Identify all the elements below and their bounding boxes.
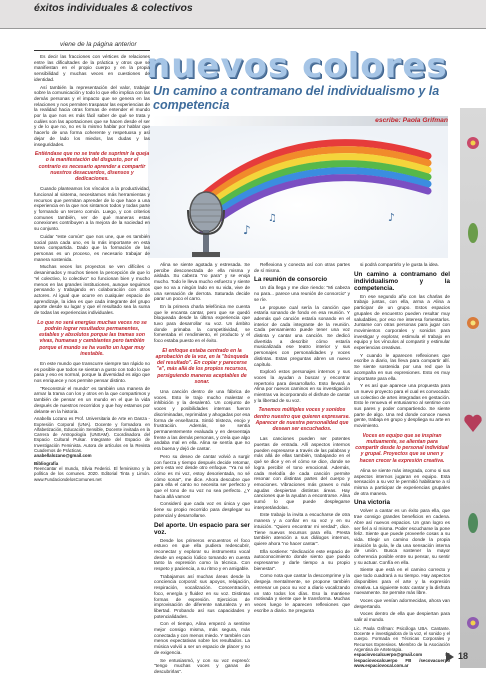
subheading: Una victoria <box>354 499 391 507</box>
leaf-icon <box>462 508 484 538</box>
subheading: Un camino a contramano del individualismo y la competencia. <box>354 270 450 292</box>
paragraph: Y cuando le aparecen reflexiones que escribe a diario, las lleva para compartir allí. Se siente sostenida por una red que la acompaña en sus expresiones. Esto es muy importante para ella. <box>354 352 450 381</box>
author-bio: Anabella Lozano es Prof. Universitaria de Arte en Danza - Expresión Corporal (UNA). Docente y formadora en Alfabetización, Educación Sensible, Docente invitada en la Carrera de Antropología (UNSAM). Coordinadora del Espacio Cultural Pulsar. Integrante del Espacio de Investigación Feminista. Autora de artículos en la Revista Cuadernos de Prácticas. <box>34 416 150 454</box>
paragraph: En la primera charla telefónica me cuenta que le encanta cantar, pero que se quedó bloqueada desde la última experiencia que tuvo para desarrollar su voz. Un ámbito donde primaba la competitividad, se fomentaba el rendimiento, el producto y el foco estaba puesto en el éxito. <box>154 303 250 344</box>
continued-from-previous: viene de la página anterior <box>60 41 137 48</box>
paragraph: Como nota que cantar la descomprime y la despeja mentalmente, se propone también entrenar un poco su voz a diario vocalizando un rato todos los días. Eso la mantiene motivada y siente que le transforma. Muchas veces luego le aparecen reflexiones que escribe a diario. Se pregunta <box>254 573 350 613</box>
paragraph: Voces dentro de ella que despiertan para salir al mundo. <box>354 611 450 623</box>
paragraph: En ese segundo año con las charlas de trabajo juntas, con ella, arma a Alina a participar de un grupo. Estos espacios grupales de encuentro pueden resultar muy saludables, por eso me interesa fomentarlos. Juntarse con otras personas para jugar con movimientos corporales y sonidos para investigar y explorar, estimula el trabajo en equipo y los vínculos al compartir y estimular experiencias creativas. <box>354 293 450 351</box>
paragraph: Voces que venían adormecidas, ahora van despertando. <box>354 597 450 609</box>
subheading: La reunión de consorcio <box>254 276 328 284</box>
heart-icon <box>462 408 484 438</box>
bibliography-title: Bibliografía <box>34 460 59 466</box>
paragraph: Se entusiasmó, y con su voz expresó: "tengo muchas voces y ganas de descubrirlas". <box>154 657 250 674</box>
paragraph: Reflexiona y conecta así con otras partes de sí misma. <box>254 262 350 273</box>
svg-text:♪: ♪ <box>243 223 251 237</box>
paragraph: Con el tiempo, Alina empezó a sentirse mejor consigo misma, más segura, más conectada y con menos miedo. Y también con menos expectativas sobre los resultados. La música volvió a ser un espacio de placer y no de exigencia. <box>154 621 250 655</box>
article-title: nuevos colores <box>146 46 448 86</box>
svg-text:♫: ♫ <box>268 213 277 224</box>
continued-divider <box>34 50 150 51</box>
paragraph: Siente que está en el camino correcto y que todo cuadrará a su tiempo. Hay aspectos disponibles para el arte y la expresión creativa. La siguiente nota: cantar y la disfruta nuevamente. Se permite más libre. <box>354 567 450 596</box>
page-arrow-icon <box>446 652 454 662</box>
paragraph: Desde los primeros encuentros el foco estuvo en que ella pudiera redescubrir, reconectar y explorar su instrumento vocal desde un espacio lúdico tomando en cuenta tanto la expresión como la técnica. Con respeto y paciencia, a su ritmo y en amigable. <box>154 537 250 572</box>
paragraph: si podrá compartirlo y le gusta la idea. <box>360 262 439 267</box>
paragraph: Las canciones pueden ser potentes puertas de entrada. Allí aspectos internos pueden expresarse a través de las palabras y más allá de ellas también, trabajando en el qué se dice y en el cómo se dice, donde se logra percibir el tono emocional. Además, cada melodía de cada canción permite resonar con distintas partes del cuerpo y emociones. Vibraciones más graves o más agudas despiertan distintas áreas. Hay canciones que la ayudan a encontrarse. Alina sumó lo que puede desplegarse interpretándolas. <box>254 436 350 510</box>
paragraph: "Reconstruir el mundo" es también una manera de armar la trama con los y otros en la que compartimos y también de pensar en un mundo en el que la vida después de nuestros recorridos y que hoy estamos por delante en la historia. <box>34 385 150 414</box>
column-1 <box>34 54 150 482</box>
pull-quote: Tenemos múltiples voces y sonidos dentro nuestro que quieren expresarse. Aparecer de nuestra personalidad que desean ser escuchados. <box>254 407 350 433</box>
article-subtitle: Un camino a contramano del individualismo y la competencia <box>153 84 440 112</box>
subheading: Del aporte. Un espacio para ser voz. <box>154 521 250 536</box>
author-bio: Lic. Paola Grifman: Psicóloga UBA. Cantante. Docente e investigadora de la voz, el sonido y el cuerpo. Formada en Técnicas Corporales y Recursos Expresivos. Miembro de la Asociación Argentina de Arteterapia. <box>354 625 450 652</box>
column-3 <box>254 262 350 615</box>
paragraph: Cuidar "este común" que nos une, que es también social para cada uno, es lo más importante en esta tarea compartida. Dado que la formación de las personas es un proceso, es necesario trabajar de manera sostenida. <box>34 233 150 262</box>
paragraph: Una canción dentro de una fábrica de voces. Esto le trajo mucho malestar e inhibición y la desalentó. Un conjunto de voces y posibilidades internas fueron discriminadas, reprimidas y ahogadas por esa forma de enseñanza. Sintió tristeza, enojo y frustración. Además, se sentía permanentemente evaluada y en desventaja frente a las demás personas, y creía que algo andaba mal en ella. Alina se sentía que no era buena y dejó de cantar. <box>154 389 250 452</box>
paragraph: Volver a cantar es un éxito para ella, que trae consigo grandes beneficios en cadena. Abre así nuevos espacios. Un gran logro es ser fiel a sí misma. Poder escucharse la pone feliz. Siente que puede proveerle cosas a su vida. Elegir un camino donde la propia intuición la guía, le da una sensación interna de unión. Busca sostener la mayor coherencia posible entre su pensar, su sentir y su actuar. Confía en ella. <box>354 508 450 565</box>
paragraph: Alina se siente agotada y estresada. Se percibe desconectada de ella misma y aislada. Su cabeza "no para" y se enoja mucho. Todo le lleva mucho esfuerzo y siente que no va a ningún lado en su vida, vive de una sensación de derrota. Saturada decide parar un poco el carro. <box>154 262 250 302</box>
column-2 <box>154 262 250 677</box>
bibliography: Reencantar el mundo, Silvia Federici. El feminismo y la política de los comunes. 2020. Editorial Tinta y Limón. www.FundaciondelosComunes.net <box>34 465 150 482</box>
author-contact: espaciovocalcuerpo@gmail.com IG /espaciovocalcuerpo FB /secovacuerpo www.espaciovocal.com.ar <box>354 652 450 668</box>
pull-quote: Lo que no será energías muchas veces no se podrán lograr resultados permanentes, estables y absolutos porque las tramas son vivas, humanas y cambiantes pero también porque el mundo se ha vuelto un lugar muy inestable. <box>37 319 147 357</box>
paragraph: Este trabajo la invita a escucharse de otra manera y a confiar en su voz y en su intuición. "Quiero encontrar mi verdad", dice. Tiene nuevos recursos para ello. Presta también atención a sus diálogos internos, quiere ahora "no hacer cantar". <box>254 512 350 546</box>
flower-icon <box>462 608 484 638</box>
article-byline: escribe: Paola Grifman <box>375 117 448 124</box>
flower-icon <box>462 128 484 158</box>
column-4 <box>354 262 450 668</box>
pull-quote: Voces en equipo que se inspiran mutuamente, se alientan para compartir desde lo personal individual y grupal. Proyectos que se unen y hacen crecer la expresión creativa. <box>355 432 449 464</box>
section-title: éxitos individuales & colectivos <box>34 2 193 14</box>
pull-quote: El enfoque estaba centrado en la aprobación de la voz, en la "búsqueda del resultado". En copiar y parecerse "a", más allá de los propios recursos, persiguiendo maneras aceptables de sonar. <box>155 347 249 385</box>
paragraph: Así también la representación del valor, trabajar sobre la comunicación y todo lo que ello implica con las demás personas y el impacto que se genera en las relaciones y nos permiten traspasar las experiencias de la realidad hacia otras formas de entender el mundo por la que nos es más fácil saber de qué se trata y cuáles son las aportaciones que se hacen desde el ser y de lo que no, no es lo mismo hablar por hablar que hacerlo de una forma coherente y respetuosa y así dejar de lado los miedos, las dudas y las inseguridades. <box>34 84 150 147</box>
paragraph: Ella sostiene: "dedicación este espacio de autoconocimiento donde siento que puedo expresarme y darle tiempo a su propio bienestar". <box>254 548 350 571</box>
flower-icon <box>462 308 484 338</box>
author-email: anabellalozano@gmail.com <box>34 453 92 459</box>
paragraph: Le propuse cual sería la canción que estaría sonando de fondo en esa reunión. Y además qué canción estaría sonando en el interior de cada integrante de la reunión. Cada pensamiento puede tener una voz distinta y cantar una canción. Se dedicó divertida a describir cómo estaría musicalizada ese teatro interior y sus personajes con personalidades y voces distintas. Estas preguntas abren un nuevo capítulo. <box>254 304 350 367</box>
paragraph: Es decir las fracciones con vértices de relaciones entre las dificultades de la práctica y otros que se manifiestan en el propio cuerpo y en la propia sensibilidad y muchas veces en cuestiones de identidad. <box>34 54 150 82</box>
pull-quote: Entiéndase que no se trate de suprimir la queja o la manifestación del disgusto, por el contrario es necesario aprender a compartir nuestros desacuerdos, disensos y dedicaciones. <box>34 151 150 183</box>
paragraph: Muchas veces los proyectos se ven difíciles o desanimados y muchos tienen la percepción de que lo "el colectivo, lo colectivo" no funcionan bien y mucho menos en las grandes instituciones, aunque seguimos pensando y trabajando en colaboración con otros actores. Al igual que ocurre en cualquier espacio de aprendizaje, la idea es que cada integrante del grupo aporte desde su lugar y que el resultado sea la suma de todas las experiencias individuales. <box>34 264 150 316</box>
paragraph: Y es así que aparece una propuesta para un nuevo proyecto para el cual es convocada: un colectivo de artes integradas en gestación. Esto le renueva el entusiasmo al sentirse con sus pares y poder compartiendo. Se siente parte de algo. Una red donde conoce nueva gente, trabaja en grupo y despliega su arte en movimiento. <box>354 383 450 429</box>
paragraph: Cuando planteamos los vínculos a la productividad, funcional al sistema, necesitamos más herramientas y recursos que permitan aprender de lo que hace a una experiencia en la que nos sintamos todos y todas parte y formando un tercero común. Luego, y con criterios comunes también, ver de qué maneras estas conexiones contribuyen a la mejora de la sociedad en su conjunto. <box>34 186 150 232</box>
microphone-rainbow-illustration <box>148 126 448 258</box>
leaf-icon <box>462 218 484 248</box>
paragraph: Pero su deseo de cantar volvió a surgir con fuerza y tiempo después decide retomar, pero esta vez desde otro enfoque. "Ya no sé cómo es mi voz, estoy desorientada, no sé cómo sonar", me dice. Ahora descubre que para ella el canto no necesita ser perfecto y que el tono de su voz no sea perfecto. ¿Y hacia allá vamos! <box>154 453 250 499</box>
header-divider <box>0 28 486 29</box>
paragraph: Un día llega y me dice riendo: "Mi cabeza no para... parece una reunión de consorcio" y se ríe. <box>254 285 350 302</box>
paragraph: Alina se siente más integrada, como si sus aspectos internos jugaran en equipo. Esta sensación a su vez le permitió habilitarse a sí misma a participar de experiencias grupales de otra manera. <box>354 467 450 496</box>
page-number: 18 <box>458 651 469 661</box>
paragraph: Exploró estos personajes internos y sus voces la ayudan a buscar y encontrar repertorio para desarrollarlo. Esto llevará a Alina por nuevos caminos en su investigación mientras va incorporando el disfrute de cantar y la libertad de su voz. <box>254 369 350 403</box>
svg-text:♪: ♪ <box>388 211 396 224</box>
side-decoration-strip <box>460 108 486 668</box>
paragraph: Trabajamos así muchas áreas desde la conciencia corporal: sus apoyos, relajación, respiración, vocalización. Concentración, foco, energía y fluidez en su voz. Distintas formas de expresión. Ejercicios de improvisación de diferente naturaleza y en libertad. Probando así sus capacidades y potencialidades. <box>154 573 250 619</box>
paragraph: Consideró que cada voz es única y que tiene su propio recorrido para desplegar su potencial y desarrollarse. <box>154 501 250 518</box>
paragraph: En este mundo que transcurre siempre tan rápido no es posible que todos se sientan a gusto con todo lo que pasa y eso es normal, porque la diversidad es algo que nos enriquece y nos permite pensar distinto. <box>34 360 150 384</box>
section-header-bar <box>0 0 486 28</box>
